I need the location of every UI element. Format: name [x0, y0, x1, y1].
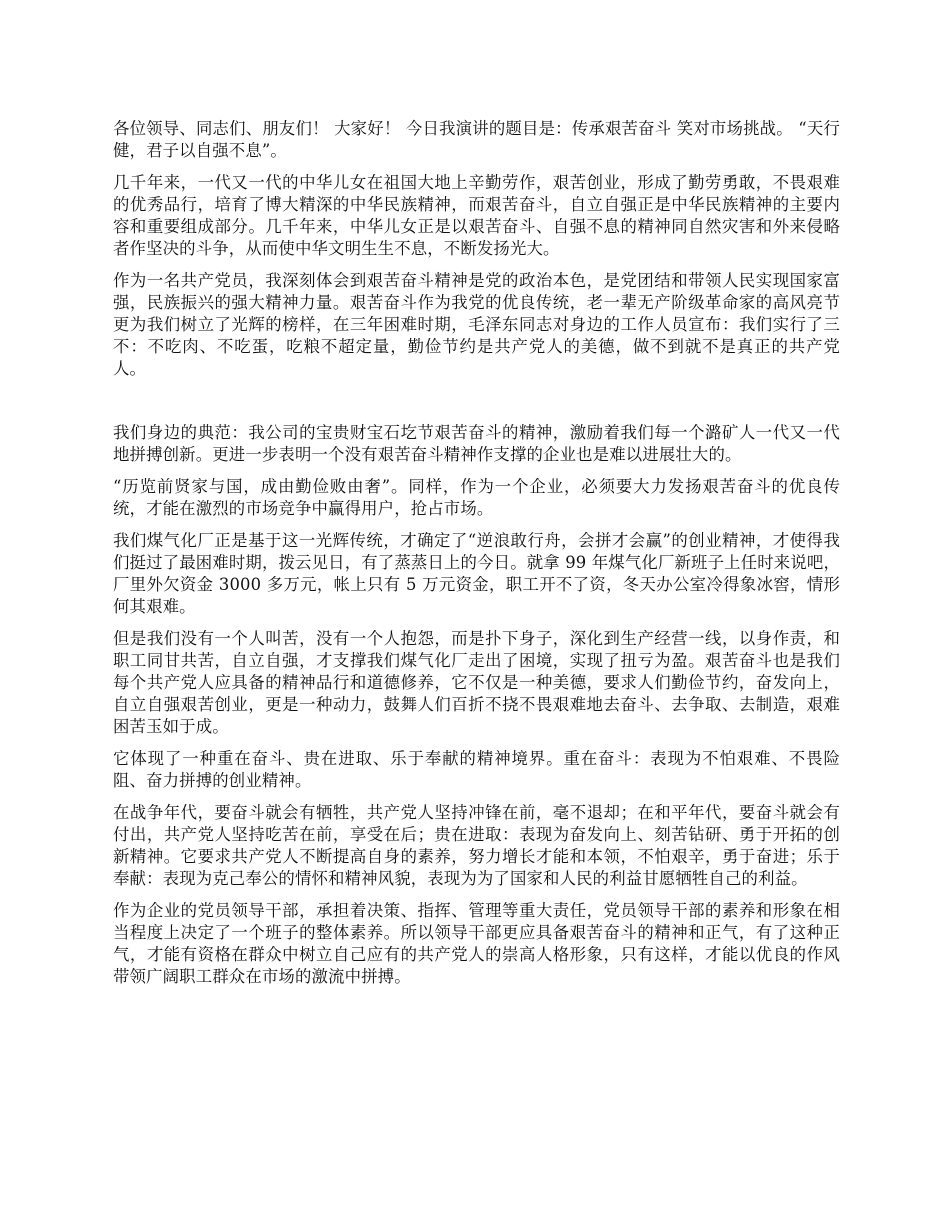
paragraph-history: 几千年来，一代又一代的中华儿女在祖国大地上辛勤劳作，艰苦创业，形成了勤劳勇敢，不畏艰难的优秀品行，培育了博大精深的中华民族精神，而艰苦奋斗，自立自强正是中华民族精神的主要内容和重要组成部分。几千年来，中华儿女正是以艰苦奋斗、自强不息的精神同自然灾害和外来侵略者作坚决的斗争，从而使中华文明生生不息，不断发扬光大。 [113, 173, 840, 258]
paragraph-greeting: 各位领导、同志们、朋友们！ 大家好！ 今日我演讲的题目是：传承艰苦奋斗 笑对市场挑战。 “天行健，君子以自强不息”。 [113, 119, 840, 160]
paragraph-leaders: 作为企业的党员领导干部，承担着决策、指挥、管理等重大责任，党员领导干部的素养和形象在相当程度上决定了一个班子的整体素养。所以领导干部更应具备艰苦奋斗的精神和正气，有了这种正气，才能有资格在群众中树立自己应有的共产党人的崇高人格形象，只有这样，才能以优良的作风带领广阔职工群众在市场的激流中拼搏。 [113, 901, 840, 986]
paragraph-quote: “历览前贤家与国，成由勤俭败由奢”。同样，作为一个企业，必须要大力发扬艰苦奋斗的优良传统，才能在激烈的市场竞争中赢得用户，抢占市场。 [113, 477, 840, 518]
paragraph-party-member: 作为一名共产党员，我深刻体会到艰苦奋斗精神是党的政治本色，是党团结和带领人民实现国家富强，民族振兴的强大精神力量。艰苦奋斗作为我党的优良传统，老一辈无产阶级革命家的高风亮节更为我们树立了光辉的榜样，在三年困难时期，毛泽东同志对身边的工作人员宣布：我们实行了三不：不吃肉、不吃蛋，吃粮不超定量，勤俭节约是共产党人的美德，做不到就不是真正的共产党人。 [113, 271, 840, 378]
document-page [113, 118, 840, 998]
paragraph-spirit: 它体现了一种重在奋斗、贵在进取、乐于奉献的精神境界。重在奋斗：表现为不怕艰难、不畏险阻、奋力拼搏的创业精神。 [113, 749, 840, 790]
paragraph-role-model: 我们身边的典范：我公司的宝贵财宝石圪节艰苦奋斗的精神，激励着我们每一个潞矿人一代又一代地拼搏创新。更进一步表明一个没有艰苦奋斗精神作支撑的企业也是难以进展壮大的。 [113, 423, 840, 464]
paragraph-spacer [113, 390, 840, 422]
paragraph-no-complaint: 但是我们没有一个人叫苦，没有一个人抱怨，而是扑下身子，深化到生产经营一线，以身作责，和职工同甘共苦，自立自强，才支撑我们煤气化厂走出了困境，实现了扭亏为盈。艰苦奋斗也是我们每个共产党人应具备的精神品行和道德修养，它不仅是一种美德，要求人们勤俭节约，奋发向上，自立自强艰苦创业，更是一种动力，鼓舞人们百折不挠不畏艰难地去奋斗、去争取、去制造，艰难困苦玉如于成。 [113, 629, 840, 736]
paragraph-gas-plant: 我们煤气化厂正是基于这一光辉传统，才确定了“逆浪敢行舟，会拼才会赢”的创业精神，才使得我们挺过了最困难时期，拨云见日，有了蒸蒸日上的今日。就拿 99 年煤气化厂新班子上任时来说吧，厂里外欠资金 3000 多万元，帐上只有 5 万元资金，职工开不了资，冬天办公室冷得象冰窖，情形何其艰难。 [113, 531, 840, 616]
paragraph-war-peace: 在战争年代，要奋斗就会有牺牲，共产党人坚持冲锋在前，毫不退却；在和平年代，要奋斗就会有付出，共产党人坚持吃苦在前，享受在后；贵在进取：表现为奋发向上、刻苦钻研、勇于开拓的创新精神。它要求共产党人不断提高自身的素养，努力增长才能和本领，不怕艰辛，勇于奋进；乐于奉献：表现为克己奉公的情怀和精神风貌，表现为为了国家和人民的利益甘愿牺牲自己的利益。 [113, 803, 840, 888]
